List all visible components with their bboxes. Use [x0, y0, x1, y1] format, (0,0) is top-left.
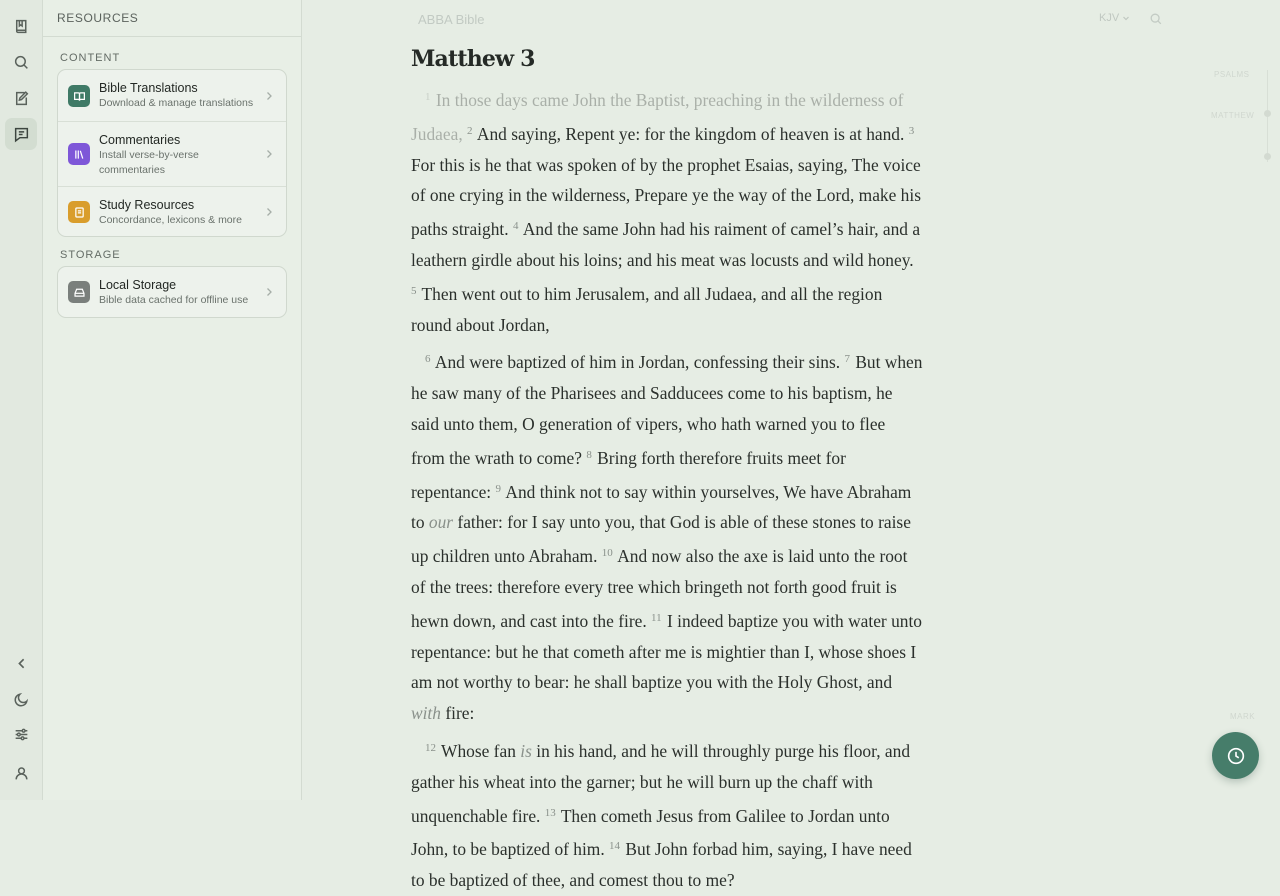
verse-number: 1: [425, 91, 431, 103]
sliders-icon: [13, 726, 30, 743]
chevron-right-icon: [264, 286, 274, 298]
book-icon: [13, 18, 30, 35]
verse-text[interactable]: For this is he that was spoken of by the prophet Esaias, saying, The voice of one crying in the wilderness, Prepare ye the way of the Lord, make his paths straight.: [411, 154, 921, 240]
study-resources-item[interactable]: [58, 186, 286, 236]
verse-text[interactable]: Whose fan: [441, 740, 516, 761]
translation-selector[interactable]: [1099, 12, 1130, 24]
book-marker-dot: [1264, 153, 1271, 160]
library-nav-button[interactable]: [5, 10, 37, 42]
chapter-title: Matthew 3: [411, 46, 535, 72]
item-subtitle: Download & manage translations: [99, 97, 254, 109]
notebook-icon: [73, 206, 86, 219]
verse-text[interactable]: In those days came John the Baptist, preaching in the wilderness of Judaea,: [411, 90, 904, 144]
verse-number: 13: [544, 806, 556, 819]
verse-text[interactable]: And saying, Repent ye: for the kingdom of heaven is at hand.: [476, 123, 905, 144]
search-icon: [13, 54, 30, 71]
storage-section-label: STORAGE: [60, 249, 121, 261]
study-resources-badge: [68, 201, 90, 223]
commentaries-item[interactable]: [58, 121, 286, 186]
app-title: ABBA Bible: [418, 12, 485, 27]
paragraph: [411, 82, 923, 340]
panel-title: RESOURCES: [43, 0, 301, 37]
storage-card: [57, 266, 287, 318]
chevron-left-icon: [13, 655, 30, 672]
reader-search-icon[interactable]: [1149, 12, 1163, 26]
item-title: Bible Translations: [99, 81, 198, 95]
chevron-down-icon: [1122, 14, 1130, 22]
hard-drive-icon: [73, 286, 86, 299]
translation-label: KJV: [1099, 12, 1120, 24]
theme-toggle-button[interactable]: [5, 683, 37, 715]
paragraph: [411, 733, 923, 896]
edit-note-icon: [13, 90, 30, 107]
italic-word: is: [520, 740, 532, 761]
search-nav-button[interactable]: [5, 46, 37, 78]
bible-translations-item[interactable]: [58, 70, 286, 121]
history-button[interactable]: [1212, 732, 1259, 779]
chevron-right-icon: [264, 148, 274, 160]
message-square-icon: [13, 126, 30, 143]
verse-text[interactable]: And think not to say within yourselves, We have Abraham to: [411, 481, 912, 533]
verse-text[interactable]: And the same John had his raiment of camel’s hair, and a leathern girdle about his loins; and his meat was locusts and wild honey.: [411, 219, 921, 270]
verse-number: 6: [425, 353, 431, 366]
verse-text[interactable]: But John forbad him, saying, I have need to be baptized of thee, and comest thou to me?: [411, 839, 912, 891]
content-section-label: CONTENT: [60, 52, 121, 64]
italic-word: with: [411, 703, 441, 724]
chevron-right-icon: [264, 206, 274, 218]
item-subtitle: Bible data cached for offline use: [99, 294, 249, 306]
verse-text[interactable]: But when he saw many of the Pharisees and Sadducees come to his baptism, he said unto them, O generation of vipers, who hath warned you to flee from the wrath to come?: [411, 352, 923, 468]
notes-nav-button[interactable]: [5, 82, 37, 114]
resources-nav-button[interactable]: [5, 118, 37, 150]
account-button[interactable]: [5, 757, 37, 789]
verse-text[interactable]: And were baptized of him in Jordan, confessing their sins.: [434, 352, 841, 373]
book-marker[interactable]: PSALMS: [1214, 70, 1250, 79]
content-card: [57, 69, 287, 237]
verse-number: 7: [844, 353, 850, 366]
italic-word: our: [428, 512, 454, 533]
verse-number: 10: [601, 547, 613, 560]
verse-number: 14: [609, 840, 621, 853]
verse-number: 9: [495, 482, 501, 495]
book-marker-dot: [1264, 110, 1271, 117]
verse-number: 12: [425, 741, 436, 754]
verse-text[interactable]: Then cometh Jesus from Galilee to Jordan unto John, to be baptized of him.: [411, 805, 890, 860]
verse-text[interactable]: Then went out to him Jerusalem, and all Judaea, and all the region round about Jordan,: [411, 283, 883, 335]
book-marker[interactable]: MATTHEW: [1211, 111, 1255, 120]
collapse-sidebar-button[interactable]: [5, 647, 37, 679]
verse-number: 5: [411, 284, 417, 297]
translations-badge: [68, 85, 90, 107]
verse-number: 11: [651, 611, 662, 624]
verse-text[interactable]: Bring forth therefore fruits meet for repentance:: [411, 447, 846, 502]
local-storage-item[interactable]: [58, 267, 286, 317]
item-title: Study Resources: [99, 198, 195, 212]
verse-text[interactable]: father: for I say unto you, that God is able of these stones to raise up children unto Abraham.: [411, 512, 911, 567]
open-book-icon: [73, 90, 86, 103]
item-subtitle: Concordance, lexicons & more: [99, 214, 242, 226]
chapter-text: [411, 82, 923, 896]
item-subtitle: Install verse-by-verse commentaries: [99, 149, 199, 176]
verse-number: 2: [467, 124, 473, 137]
verse-text[interactable]: in his hand, and he will throughly purge his floor, and gather his wheat into the garner; but he will burn up the chaff with unquenchable fire.: [411, 740, 911, 826]
verse-number: 4: [512, 220, 519, 233]
item-title: Commentaries: [99, 133, 181, 147]
verse-text[interactable]: I indeed baptize you with water unto repentance: but he that cometh after me is mightier than I, whose shoes I am not worthy to bear: he shall baptize you with the Holy Ghost, and: [411, 610, 922, 693]
settings-button[interactable]: [5, 718, 37, 750]
verse-number: 3: [908, 124, 915, 137]
verse-text[interactable]: And now also the axe is laid unto the root of the trees: therefore every tree which bringeth not forth good fruit is hewn down, and cast into the fire.: [411, 546, 908, 631]
commentaries-badge: [68, 143, 90, 165]
user-icon: [13, 765, 30, 782]
book-marker[interactable]: MARK: [1230, 712, 1256, 721]
resources-panel: [43, 0, 302, 800]
item-title: Local Storage: [99, 278, 177, 292]
verse-text[interactable]: fire:: [445, 703, 475, 724]
icon-rail: [0, 0, 43, 800]
storage-badge: [68, 281, 90, 303]
chevron-right-icon: [264, 90, 274, 102]
paragraph: [411, 344, 923, 729]
clock-icon: [1225, 745, 1247, 767]
library-icon: [73, 148, 86, 161]
moon-icon: [13, 691, 30, 708]
verse-number: 8: [586, 448, 592, 461]
